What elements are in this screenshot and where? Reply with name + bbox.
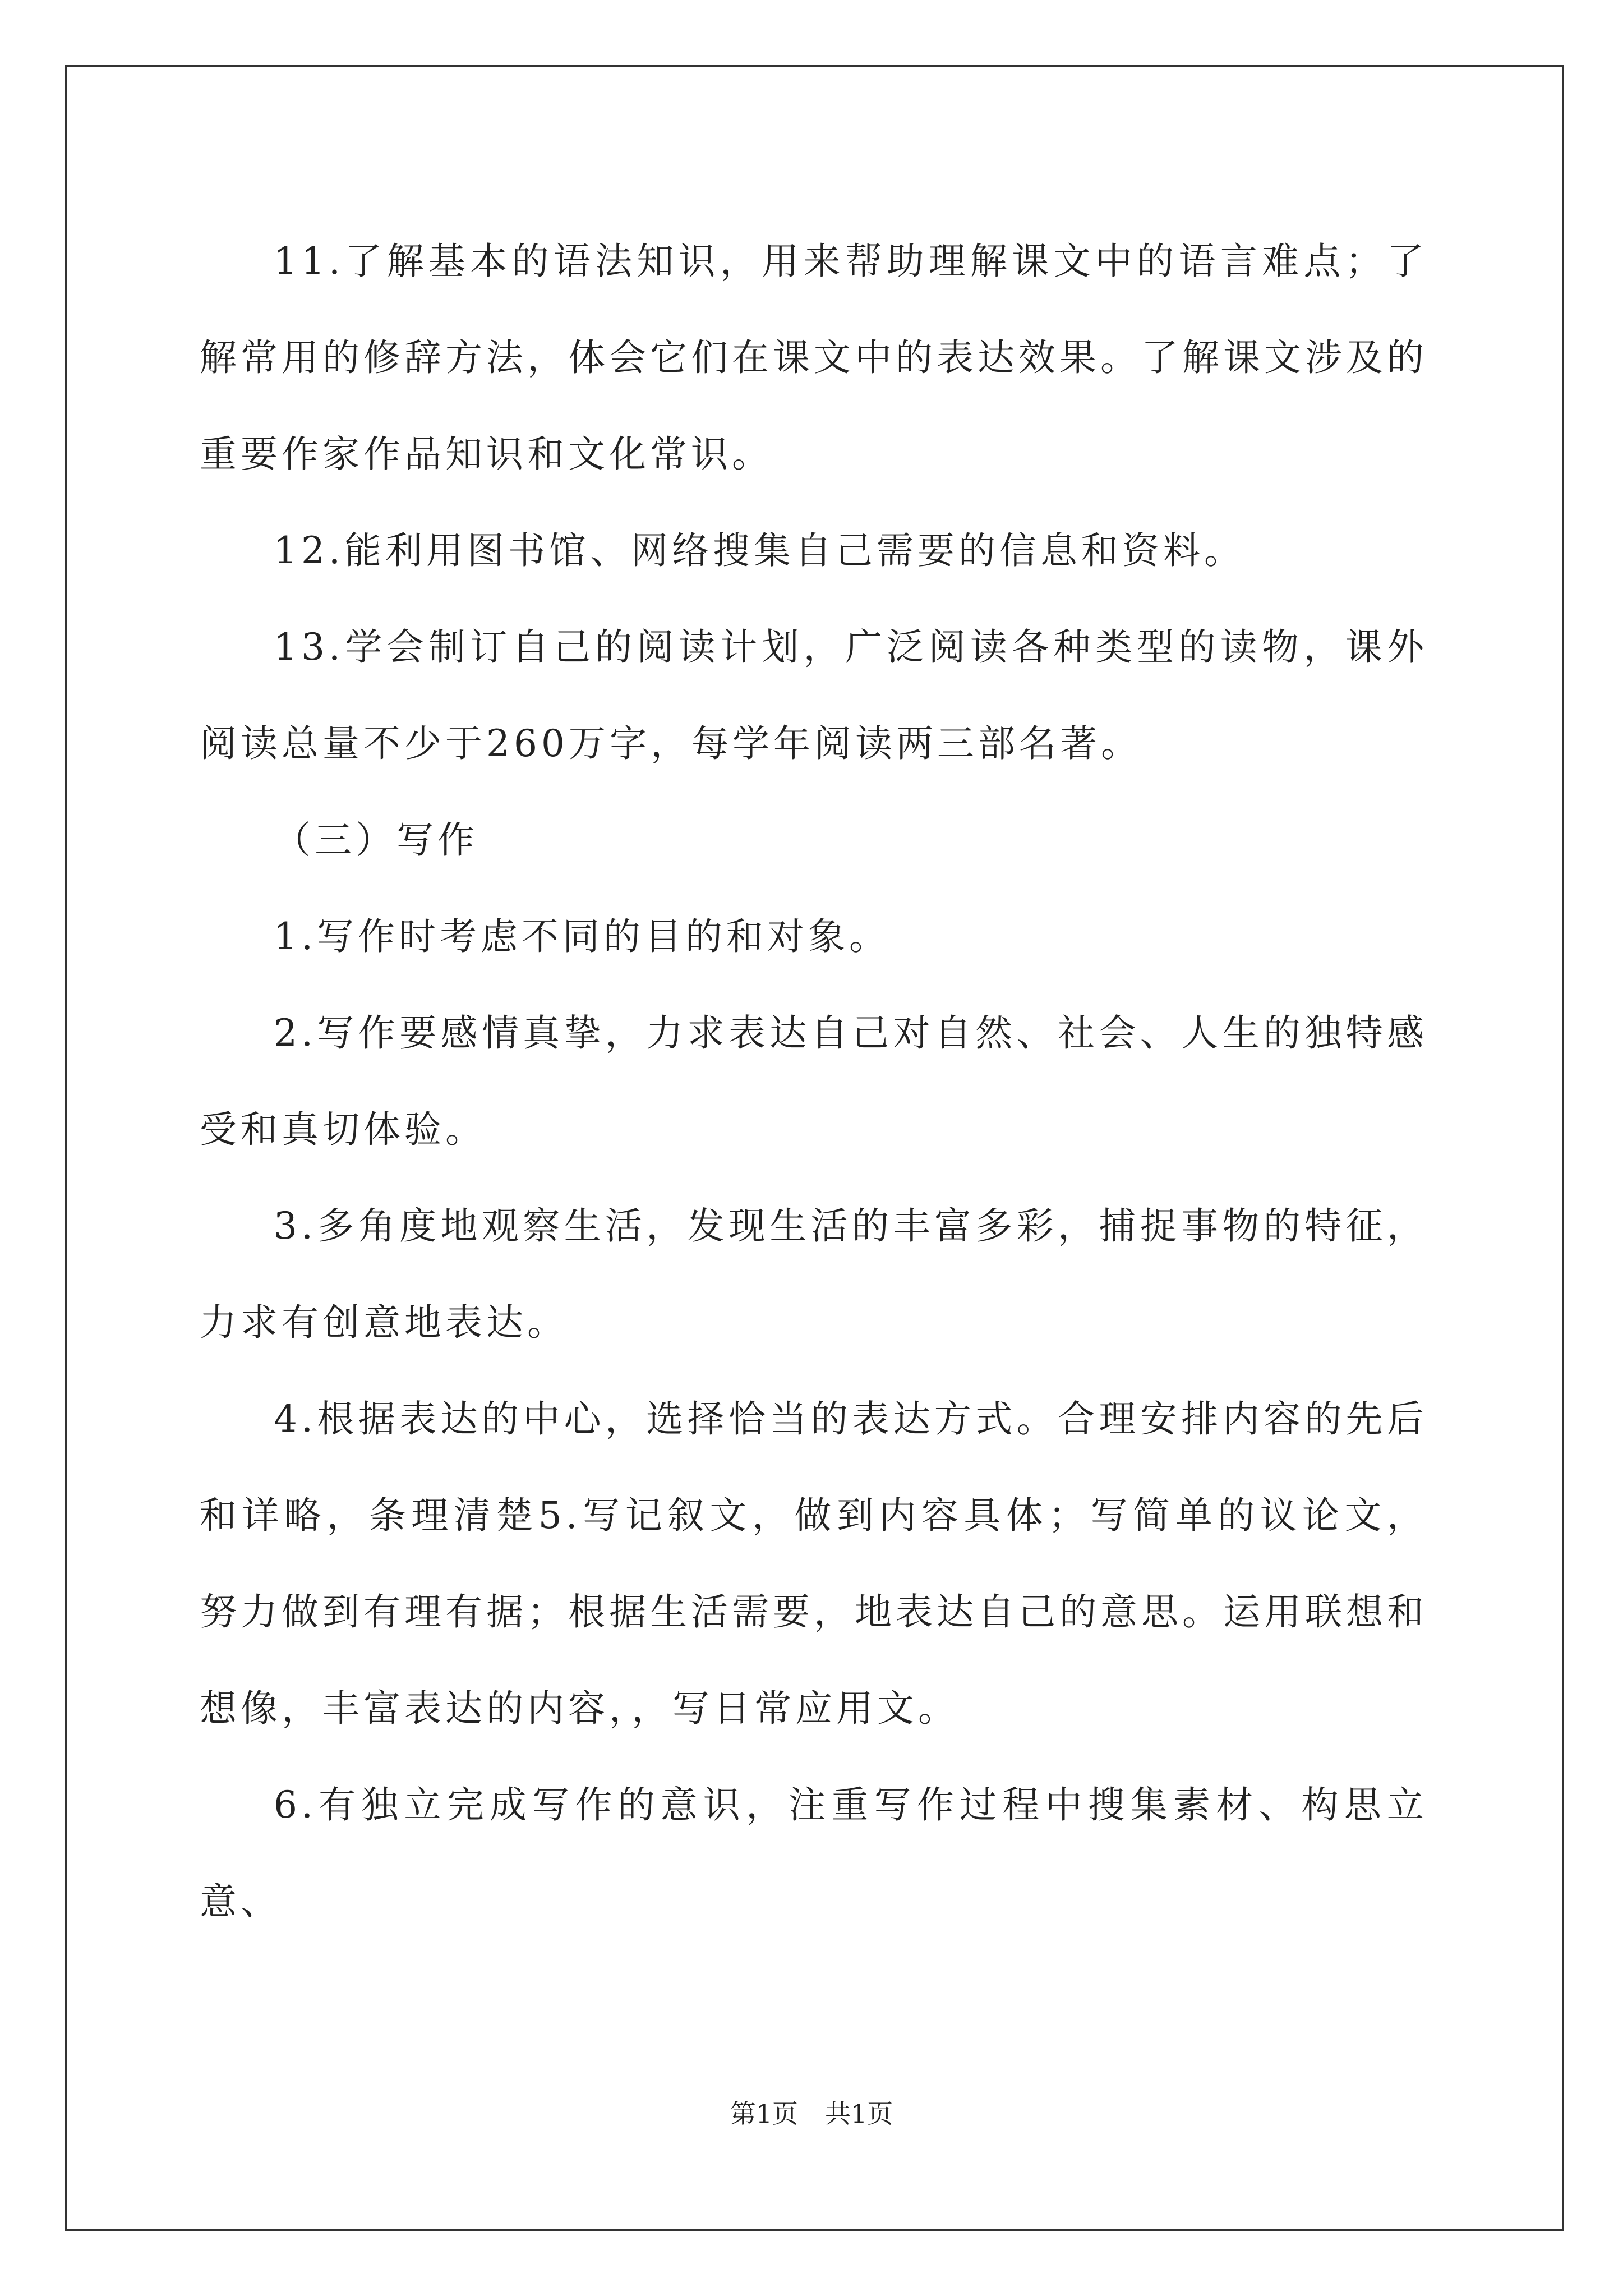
page-number: 第1页 [730,2099,798,2129]
section-heading-writing: （三）写作 [274,818,478,862]
paragraph-writing-1: 1.写作时考虑不同的目的和对象。 [274,915,890,958]
paragraph-writing-3: 3.多角度地观察生活，发现生活的丰富多彩，捕捉事物的特征，力求有创意地表达。 [200,1204,1428,1344]
page-total: 共1页 [825,2099,893,2129]
document-body [200,213,1428,1950]
paragraph-writing-6: 6.有独立完成写作的意识，注重写作过程中搜集素材、构思立意、 [200,1783,1428,1923]
paragraph-item-13: 13.学会制订自己的阅读计划，广泛阅读各种类型的读物，课外阅读总量不少于260万字，每学年阅读两三部名著。 [200,625,1428,765]
page-footer [0,2097,1623,2131]
paragraph-item-11: 11.了解基本的语法知识，用来帮助理解课文中的语言难点；了解常用的修辞方法，体会它们在课文中的表达效果。了解课文涉及的重要作家作品知识和文化常识。 [200,240,1428,476]
paragraph-writing-2: 2.写作要感情真挚，力求表达自己对自然、社会、人生的独特感受和真切体验。 [200,1011,1428,1151]
paragraph-item-12: 12.能利用图书馆、网络搜集自己需要的信息和资料。 [274,529,1245,572]
paragraph-writing-4-5: 4.根据表达的中心，选择恰当的表达方式。合理安排内容的先后和详略，条理清楚5.写记叙文，做到内容具体；写简单的议论文，努力做到有理有据；根据生活需要，地表达自己的意思。运用联想和想像，丰富表达的内容，，写日常应用文。 [200,1397,1428,1730]
